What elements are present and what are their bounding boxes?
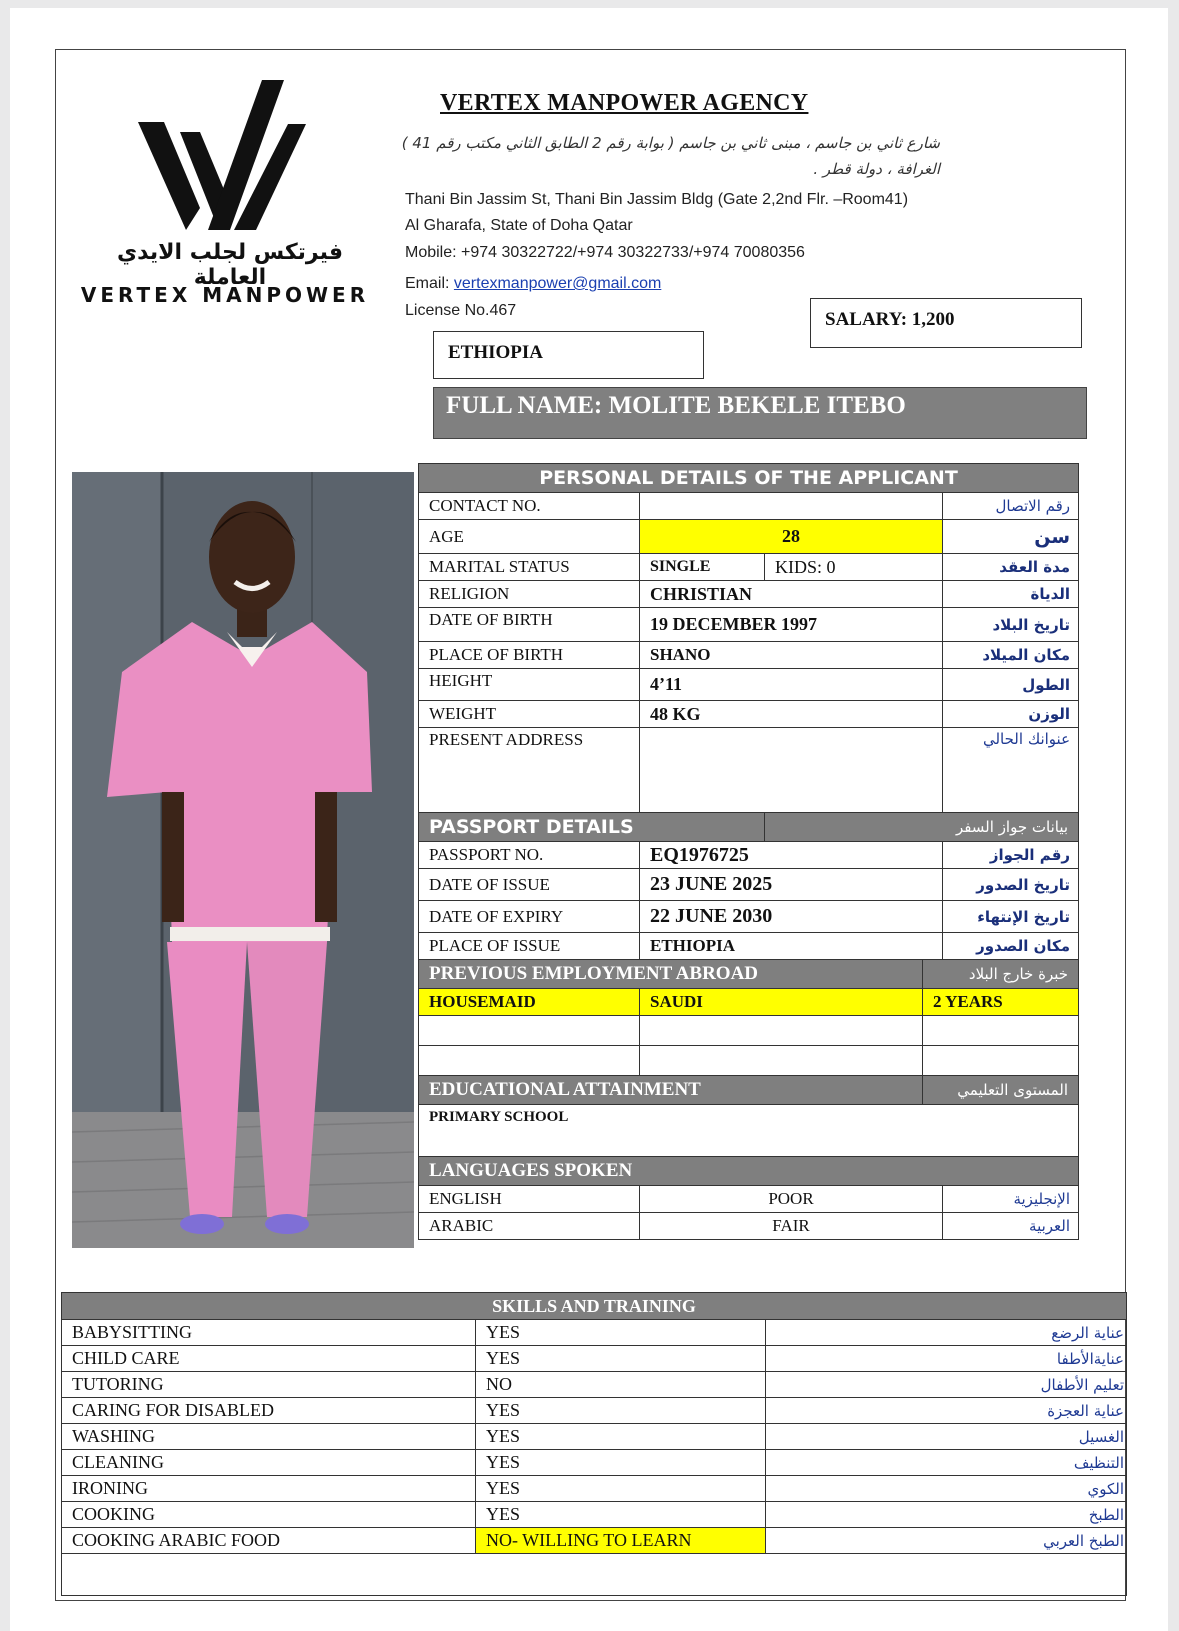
contact-label: CONTACT NO. xyxy=(419,493,640,520)
issue-date-label: DATE OF ISSUE xyxy=(419,869,640,901)
place-issue-row xyxy=(419,933,1079,960)
kids-value: KIDS: 0 xyxy=(765,554,943,581)
skill-arabic: الغسيل xyxy=(766,1424,1127,1450)
language-row xyxy=(419,1186,1079,1213)
religion-value: CHRISTIAN xyxy=(640,581,943,608)
height-label: HEIGHT xyxy=(419,669,640,701)
skill-arabic: الطبخ xyxy=(766,1502,1127,1528)
weight-arabic: الوزن xyxy=(943,701,1079,728)
age-label: AGE xyxy=(419,520,640,554)
marital-value: SINGLE xyxy=(640,554,765,581)
passport-no-arabic: رقم الجواز xyxy=(943,842,1079,869)
passport-heading: PASSPORT DETAILS xyxy=(419,813,765,842)
vertex-logo-icon xyxy=(138,80,318,230)
skill-name: CHILD CARE xyxy=(62,1346,476,1372)
skill-value: YES xyxy=(476,1476,766,1502)
skill-value: YES xyxy=(476,1346,766,1372)
marital-arabic: مدة العقد xyxy=(943,554,1079,581)
passport-no-value: EQ1976725 xyxy=(640,842,943,869)
passport-no-label: PASSPORT NO. xyxy=(419,842,640,869)
skill-arabic: الكوي xyxy=(766,1476,1127,1502)
language-level: FAIR xyxy=(640,1213,943,1240)
email-line xyxy=(405,275,661,293)
address-line-1: Thani Bin Jassim St, Thani Bin Jassim Bldg (Gate 2,2nd Flr. –Room41) xyxy=(405,191,909,208)
age-value: 28 xyxy=(640,520,943,554)
age-arabic: سن xyxy=(943,520,1079,554)
education-header xyxy=(419,1076,1079,1105)
dob-label: DATE OF BIRTH xyxy=(419,608,640,642)
skill-name: TUTORING xyxy=(62,1372,476,1398)
skill-name: CLEANING xyxy=(62,1450,476,1476)
dob-row xyxy=(419,608,1079,642)
height-arabic: الطول xyxy=(943,669,1079,701)
contact-arabic: رقم الاتصال xyxy=(943,493,1079,520)
address-arabic: عنوانك الحالي xyxy=(943,728,1079,813)
dob-arabic: تاريخ البلاد xyxy=(943,608,1079,642)
passport-heading-arabic: بيانات جواز السفر xyxy=(765,813,1079,842)
expiry-date-label: DATE OF EXPIRY xyxy=(419,901,640,933)
religion-row xyxy=(419,581,1079,608)
skill-row xyxy=(62,1450,1127,1476)
education-heading-arabic: المستوى التعليمي xyxy=(923,1076,1079,1105)
height-value: 4’11 xyxy=(640,669,943,701)
skill-row xyxy=(62,1476,1127,1502)
dob-value: 19 DECEMBER 1997 xyxy=(640,608,943,642)
email-label: Email: xyxy=(405,275,454,292)
languages-heading: LANGUAGES SPOKEN xyxy=(419,1157,1079,1186)
skill-name: BABYSITTING xyxy=(62,1320,476,1346)
email-link[interactable]: vertexmanpower@gmail.com xyxy=(453,275,662,292)
religion-arabic: الدياة xyxy=(943,581,1079,608)
issue-date-row xyxy=(419,869,1079,901)
skill-row xyxy=(62,1346,1127,1372)
address-label: PRESENT ADDRESS xyxy=(419,728,640,813)
applicant-photo xyxy=(72,472,414,1248)
language-arabic: العربية xyxy=(943,1213,1079,1240)
skill-row xyxy=(62,1320,1127,1346)
marital-label: MARITAL STATUS xyxy=(419,554,640,581)
mobile-line: Mobile: +974 30322722/+974 30322733/+974 70080356 xyxy=(405,244,805,261)
pob-value: SHANO xyxy=(640,642,943,669)
employment-duration: 2 YEARS xyxy=(923,989,1079,1016)
skill-value: NO- WILLING TO LEARN xyxy=(476,1528,766,1554)
skill-value: YES xyxy=(476,1502,766,1528)
employment-position: HOUSEMAID xyxy=(419,989,640,1016)
pob-arabic: مكان الميلاد xyxy=(943,642,1079,669)
weight-row xyxy=(419,701,1079,728)
salary-box: SALARY: 1,200 xyxy=(810,298,1082,348)
employment-heading: PREVIOUS EMPLOYMENT ABROAD xyxy=(419,960,923,989)
skill-value: YES xyxy=(476,1424,766,1450)
skills-heading: SKILLS AND TRAINING xyxy=(62,1293,1127,1320)
language-name: ARABIC xyxy=(419,1213,640,1240)
weight-value: 48 KG xyxy=(640,701,943,728)
skill-name: IRONING xyxy=(62,1476,476,1502)
skill-name: CARING FOR DISABLED xyxy=(62,1398,476,1424)
logo-arabic-text: فيرتكس لجلب الايدي العاملة xyxy=(117,240,343,290)
agency-name: VERTEX MANPOWER AGENCY xyxy=(440,90,809,116)
employment-empty-row-2 xyxy=(419,1046,1079,1076)
pob-label: PLACE OF BIRTH xyxy=(419,642,640,669)
employment-heading-arabic: خبرة خارج البلاد xyxy=(923,960,1079,989)
address-line-2: Al Gharafa, State of Doha Qatar xyxy=(405,217,633,234)
passport-no-row xyxy=(419,842,1079,869)
personal-details-table xyxy=(418,463,1079,1240)
marital-row xyxy=(419,554,1079,581)
education-value: PRIMARY SCHOOL xyxy=(419,1105,1079,1157)
address-value xyxy=(640,728,943,813)
skills-empty-row xyxy=(62,1554,1127,1596)
skill-value: YES xyxy=(476,1450,766,1476)
expiry-date-row xyxy=(419,901,1079,933)
place-issue-label: PLACE OF ISSUE xyxy=(419,933,640,960)
place-issue-value: ETHIOPIA xyxy=(640,933,943,960)
license-line: License No.467 xyxy=(405,302,517,319)
education-row xyxy=(419,1105,1079,1157)
issue-date-value: 23 JUNE 2025 xyxy=(640,869,943,901)
pob-row xyxy=(419,642,1079,669)
languages-header xyxy=(419,1157,1079,1186)
religion-label: RELIGION xyxy=(419,581,640,608)
logo-english-text: VERTEX MANPOWER xyxy=(80,283,370,307)
expiry-date-value: 22 JUNE 2030 xyxy=(640,901,943,933)
skill-name: COOKING xyxy=(62,1502,476,1528)
skill-arabic: الطبخ العربي xyxy=(766,1528,1127,1554)
employment-country: SAUDI xyxy=(640,989,923,1016)
skill-arabic: عناية العجزة xyxy=(766,1398,1127,1424)
issue-date-arabic: تاريخ الصدور xyxy=(943,869,1079,901)
skill-arabic: تعليم الأطفال xyxy=(766,1372,1127,1398)
skill-arabic: عناية الرضع xyxy=(766,1320,1127,1346)
skill-row xyxy=(62,1398,1127,1424)
personal-details-header xyxy=(419,464,1079,493)
contact-row xyxy=(419,493,1079,520)
skill-row xyxy=(62,1502,1127,1528)
address-row xyxy=(419,728,1079,813)
personal-details-heading: PERSONAL DETAILS OF THE APPLICANT xyxy=(419,464,1079,493)
contact-value xyxy=(640,493,943,520)
skill-row xyxy=(62,1528,1127,1554)
language-row xyxy=(419,1213,1079,1240)
skill-value: NO xyxy=(476,1372,766,1398)
passport-header xyxy=(419,813,1079,842)
skill-value: YES xyxy=(476,1398,766,1424)
employment-empty-row-1 xyxy=(419,1016,1079,1046)
language-arabic: الإنجليزية xyxy=(943,1186,1079,1213)
full-name-bar: FULL NAME: MOLITE BEKELE ITEBO xyxy=(433,387,1087,439)
skill-row xyxy=(62,1424,1127,1450)
language-level: POOR xyxy=(640,1186,943,1213)
skills-header xyxy=(62,1293,1127,1320)
country-box: ETHIOPIA xyxy=(433,331,704,379)
employment-row xyxy=(419,989,1079,1016)
skill-arabic: التنظيف xyxy=(766,1450,1127,1476)
skills-table xyxy=(61,1292,1127,1596)
expiry-date-arabic: تاريخ الإنتهاء xyxy=(943,901,1079,933)
weight-label: WEIGHT xyxy=(419,701,640,728)
education-heading: EDUCATIONAL ATTAINMENT xyxy=(419,1076,923,1105)
skill-value: YES xyxy=(476,1320,766,1346)
arabic-address-line-2: الغرافة ، دولة قطر . xyxy=(813,160,940,178)
arabic-address-line-1: شارع ثاني بن جاسم ، مبنى ثاني بن جاسم ( بوابة رقم 2 الطابق الثاني مكتب رقم 41 ) xyxy=(401,134,940,152)
age-row xyxy=(419,520,1079,554)
skill-name: WASHING xyxy=(62,1424,476,1450)
employment-header xyxy=(419,960,1079,989)
skill-name: COOKING ARABIC FOOD xyxy=(62,1528,476,1554)
language-name: ENGLISH xyxy=(419,1186,640,1213)
place-issue-arabic: مكان الصدور xyxy=(943,933,1079,960)
height-row xyxy=(419,669,1079,701)
skill-arabic: عنايةالأطفا xyxy=(766,1346,1127,1372)
skill-row xyxy=(62,1372,1127,1398)
